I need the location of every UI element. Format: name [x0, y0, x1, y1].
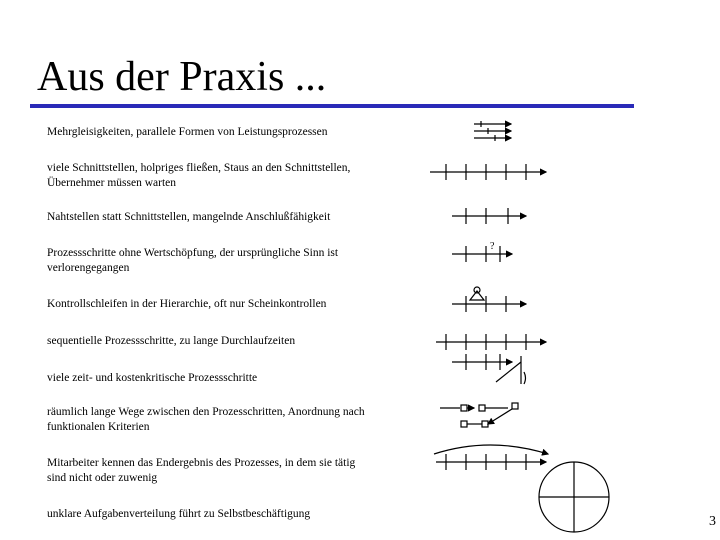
item-unclear-tasks: unklare Aufgabenverteilung führt zu Selbstbeschäftigung: [47, 508, 311, 520]
sequential-steps-diagram: [436, 334, 546, 350]
unclear-tasks-circle-diagram: [539, 462, 609, 532]
item-seams-not-interfaces: Nahtstellen statt Schnittstellen, mangelnde Anschlußfähigkeit: [47, 211, 331, 223]
many-interfaces-diagram: [430, 164, 546, 180]
item-control-loops: Kontrollschleifen in der Hierarchie, oft nur Scheinkontrollen: [47, 298, 327, 310]
no-value-steps-diagram: [452, 246, 512, 262]
item-many-interfaces: viele Schnittstellen, holpriges fließen, Staus an den Schnittstellen, Übernehmer müssen warten: [47, 162, 351, 189]
control-loop-diagram: [452, 287, 526, 312]
end-result-diagram: [434, 445, 548, 470]
critical-steps-diagram: [452, 354, 526, 384]
item-long-distances: räumlich lange Wege zwischen den Prozesschritten, Anordnung nach funktionalen Kriterien: [47, 406, 365, 433]
long-distances-diagram: [440, 403, 518, 427]
item-no-value-steps: Prozessschritte ohne Wertschöpfung, der ursprüngliche Sinn ist verlorengegangen: [47, 247, 339, 274]
parallel-arrows-diagram: [474, 121, 511, 141]
question-mark: ?: [490, 241, 495, 252]
page-number: 3: [709, 514, 716, 529]
seams-diagram: [452, 208, 526, 224]
item-unknown-result: Mitarbeiter kennen das Endergebnis des Prozesses, in dem sie tätig sind nicht oder zuwenig: [47, 457, 356, 484]
item-parallel-processes: Mehrgleisigkeiten, parallele Formen von Leistungsprozessen: [47, 126, 328, 138]
slide-title: Aus der Praxis ...: [37, 54, 327, 100]
item-sequential-steps: sequentielle Prozessschritte, zu lange Durchlaufzeiten: [47, 335, 296, 347]
item-critical-steps: viele zeit- und kostenkritische Prozessschritte: [47, 372, 258, 384]
